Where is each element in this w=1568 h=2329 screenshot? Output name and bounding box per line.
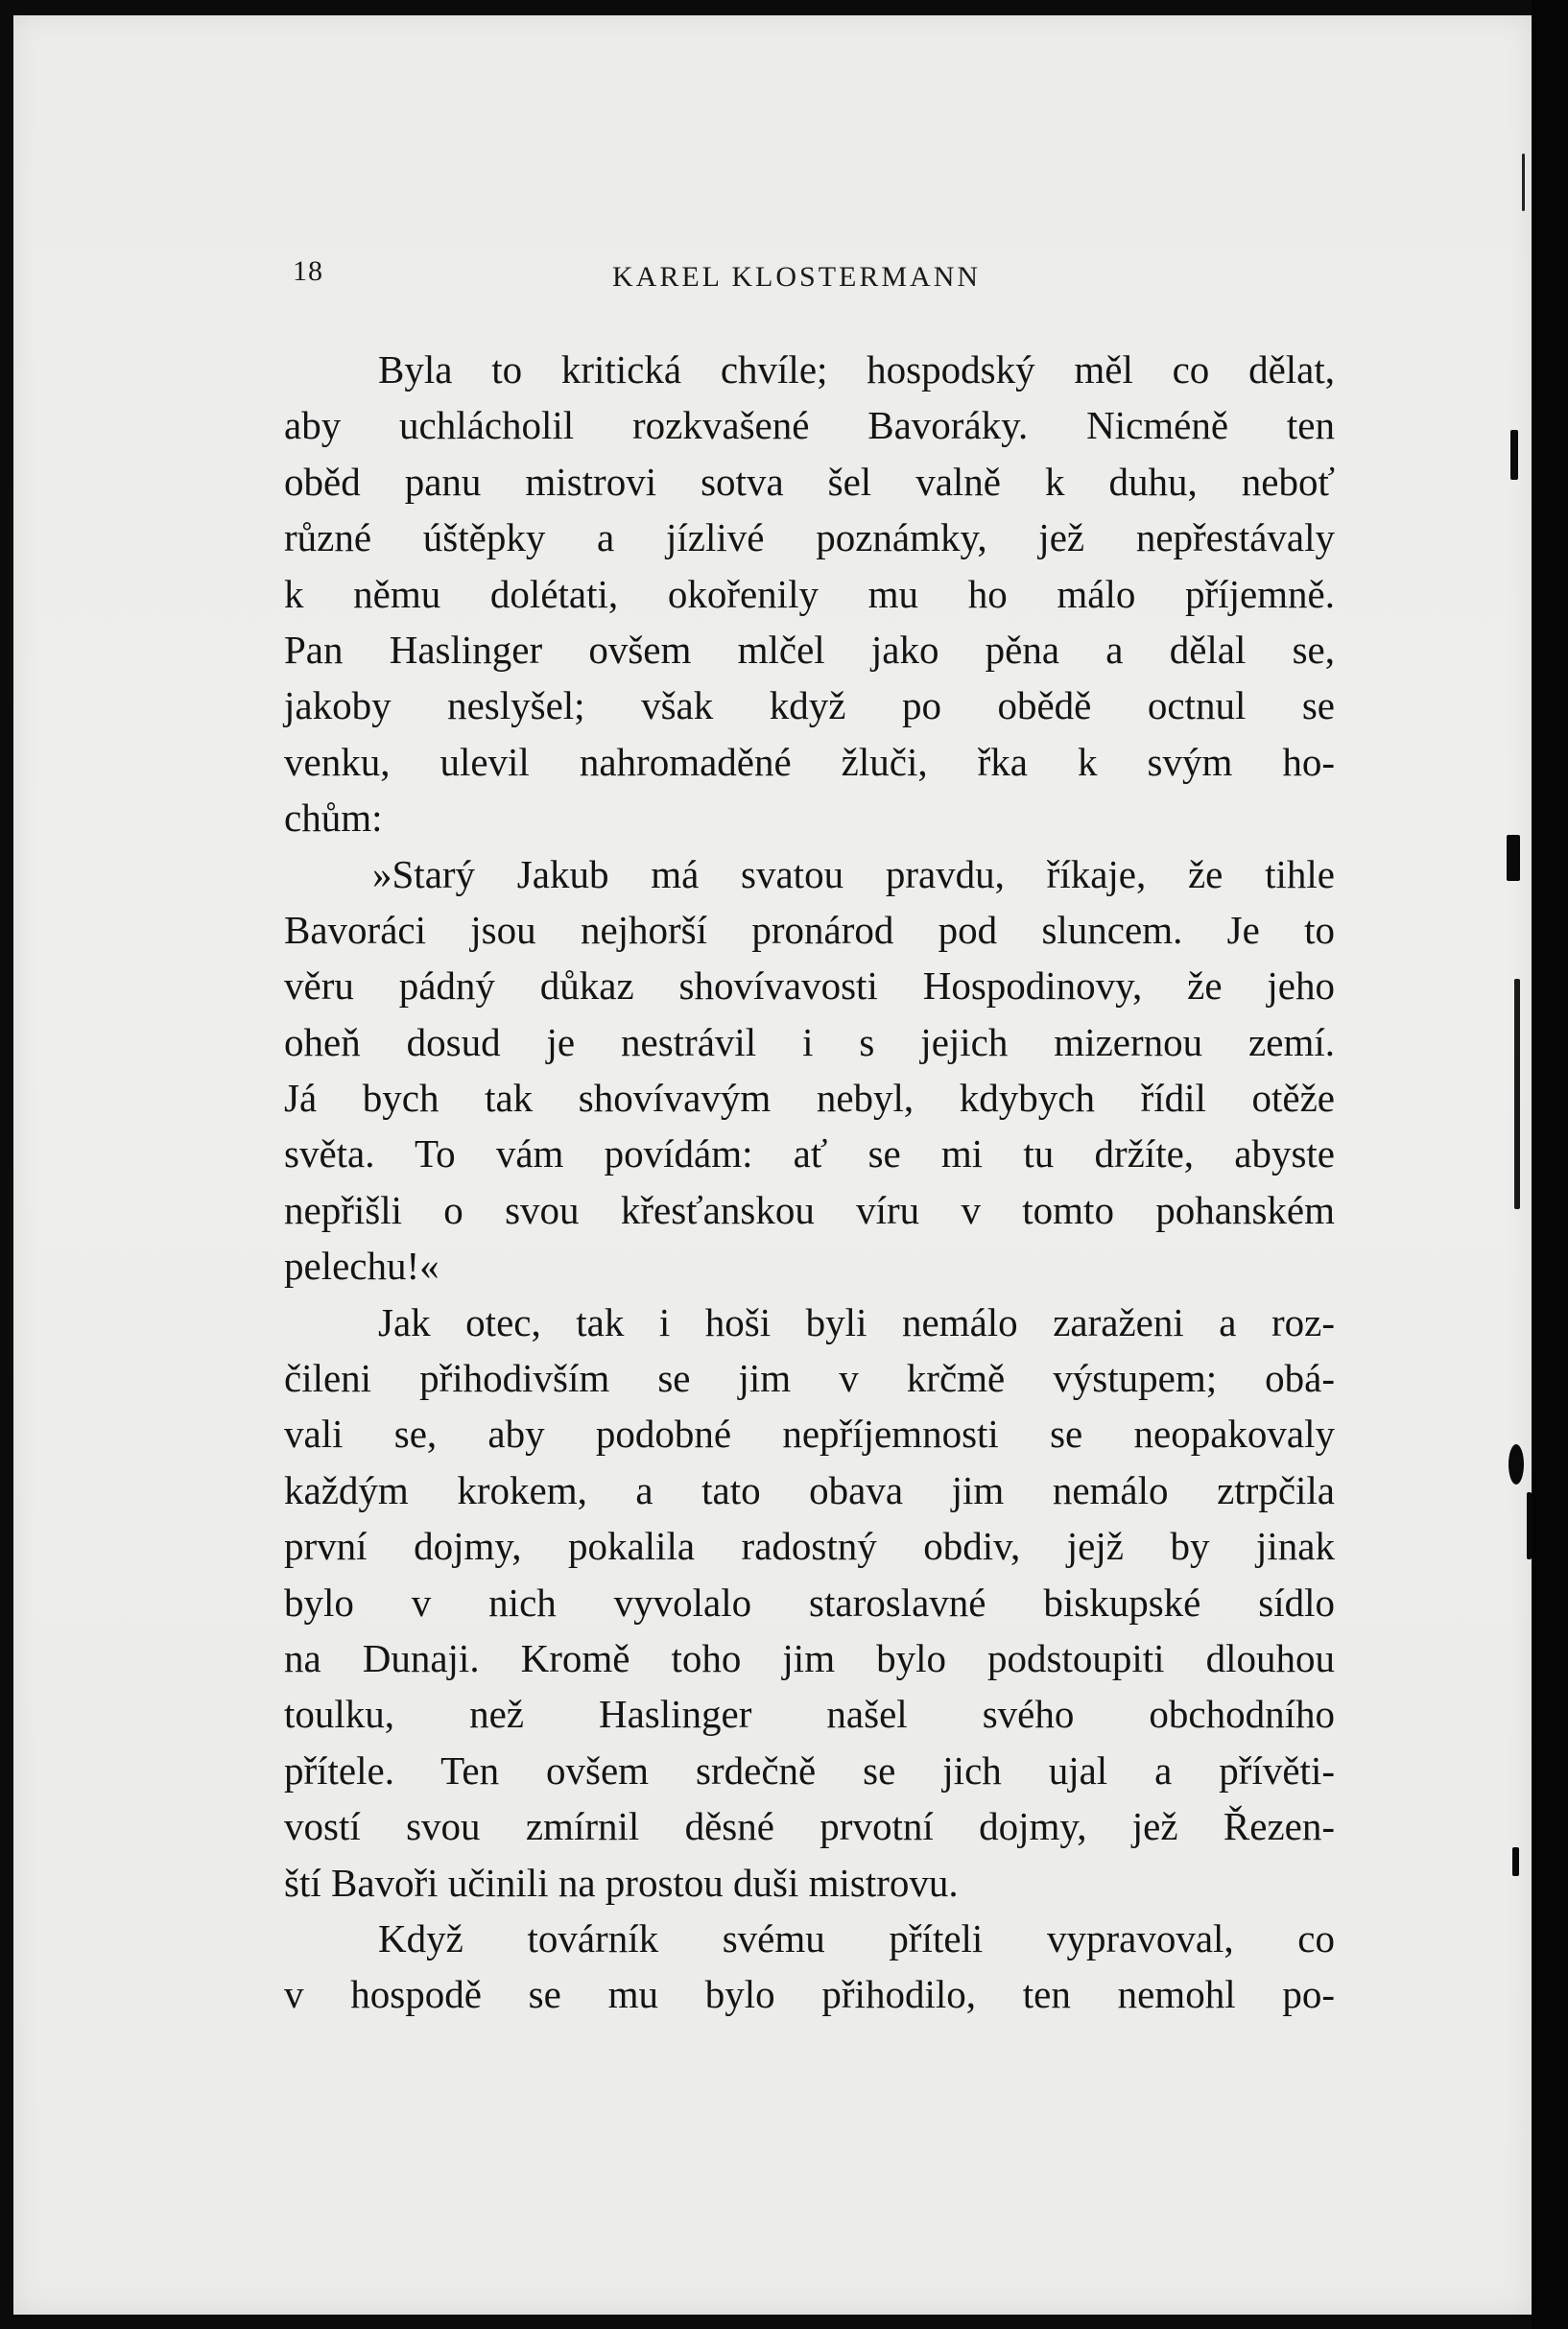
- text-line: Byla to kritická chvíle; hospodský měl co dělat,: [378, 347, 1335, 392]
- text-line: jakoby neslyšel; však když po obědě octnul se: [284, 683, 1335, 728]
- body-text: [284, 342, 1335, 2023]
- text-line: bylo v nich vyvolalo staroslavné biskupské sídlo: [284, 1580, 1335, 1625]
- text-line: přítele. Ten ovšem srdečně se jich ujal a přívěti-: [284, 1747, 1335, 1793]
- text-line: aby uchlácholil rozkvašené Bavoráky. Nicméně ten: [284, 403, 1335, 448]
- text-line: ští Bavoři učinili na prostou duši mistrovu.: [284, 1860, 959, 1905]
- text-line: na Dunaji. Kromě toho jim bylo podstoupiti dlouhou: [284, 1635, 1335, 1680]
- text-line: vostí svou zmírnil děsné prvotní dojmy, jež Řezen-: [284, 1804, 1335, 1849]
- text-line: vali se, aby podobné nepříjemnosti se neopakovaly: [284, 1412, 1335, 1457]
- text-line: Jak otec, tak i hoši byli nemálo zaraženi a roz-: [378, 1299, 1335, 1344]
- edge-mark: [1522, 154, 1525, 211]
- text-line: Když továrník svému příteli vypravoval, co: [378, 1915, 1335, 1961]
- edge-mark: [1510, 430, 1518, 480]
- text-line: pelechu!«: [284, 1244, 440, 1289]
- text-line: věru pádný důkaz shovívavosti Hospodinovy, že jeho: [284, 963, 1335, 1009]
- edge-mark: [1512, 1847, 1519, 1876]
- text-line: oheň dosud je nestrávil i s jejich mizernou zemí.: [284, 1019, 1335, 1064]
- running-head: KAREL KLOSTERMANN: [612, 261, 982, 293]
- text-line: každým krokem, a tato obava jim nemálo ztrpčila: [284, 1467, 1335, 1512]
- text-line: první dojmy, pokalila radostný obdiv, jejž by jinak: [284, 1524, 1335, 1569]
- page-edge-shadow: [1532, 0, 1568, 2329]
- text-line: venku, ulevil nahromaděné žluči, řka k svým ho-: [284, 739, 1335, 784]
- edge-mark: [1507, 835, 1520, 881]
- text-line: chům:: [284, 796, 383, 841]
- text-line: v hospodě se mu bylo přihodilo, ten nemohl po-: [284, 1972, 1335, 2017]
- edge-mark: [1514, 979, 1520, 1209]
- text-line: světa. To vám povídám: ať se mi tu držíte, abyste: [284, 1131, 1335, 1176]
- page-number: 18: [293, 255, 323, 287]
- text-line: nepřišli o svou křesťanskou víru v tomto pohanském: [284, 1187, 1335, 1232]
- text-line: toulku, než Haslinger našel svého obchodního: [284, 1692, 1335, 1737]
- text-line: různé úštěpky a jízlivé poznámky, jež nepřestávaly: [284, 515, 1335, 560]
- page-header: [0, 251, 1568, 299]
- text-line: Já bych tak shovívavým nebyl, kdybych řídil otěže: [284, 1076, 1335, 1121]
- text-line: oběd panu mistrovi sotva šel valně k duhu, neboť: [284, 459, 1335, 504]
- edge-mark: [1509, 1444, 1524, 1485]
- edge-mark: [1527, 1492, 1532, 1559]
- text-line: k němu dolétati, okořenily mu ho málo příjemně.: [284, 571, 1335, 616]
- text-line: »Starý Jakub má svatou pravdu, říkaje, že tihle: [372, 851, 1335, 896]
- text-line: Pan Haslinger ovšem mlčel jako pěna a dělal se,: [284, 627, 1335, 672]
- text-line: Bavoráci jsou nejhorší pronárod pod sluncem. Je to: [284, 907, 1335, 952]
- text-line: čileni přihodivším se jim v krčmě výstupem; obá-: [284, 1356, 1335, 1401]
